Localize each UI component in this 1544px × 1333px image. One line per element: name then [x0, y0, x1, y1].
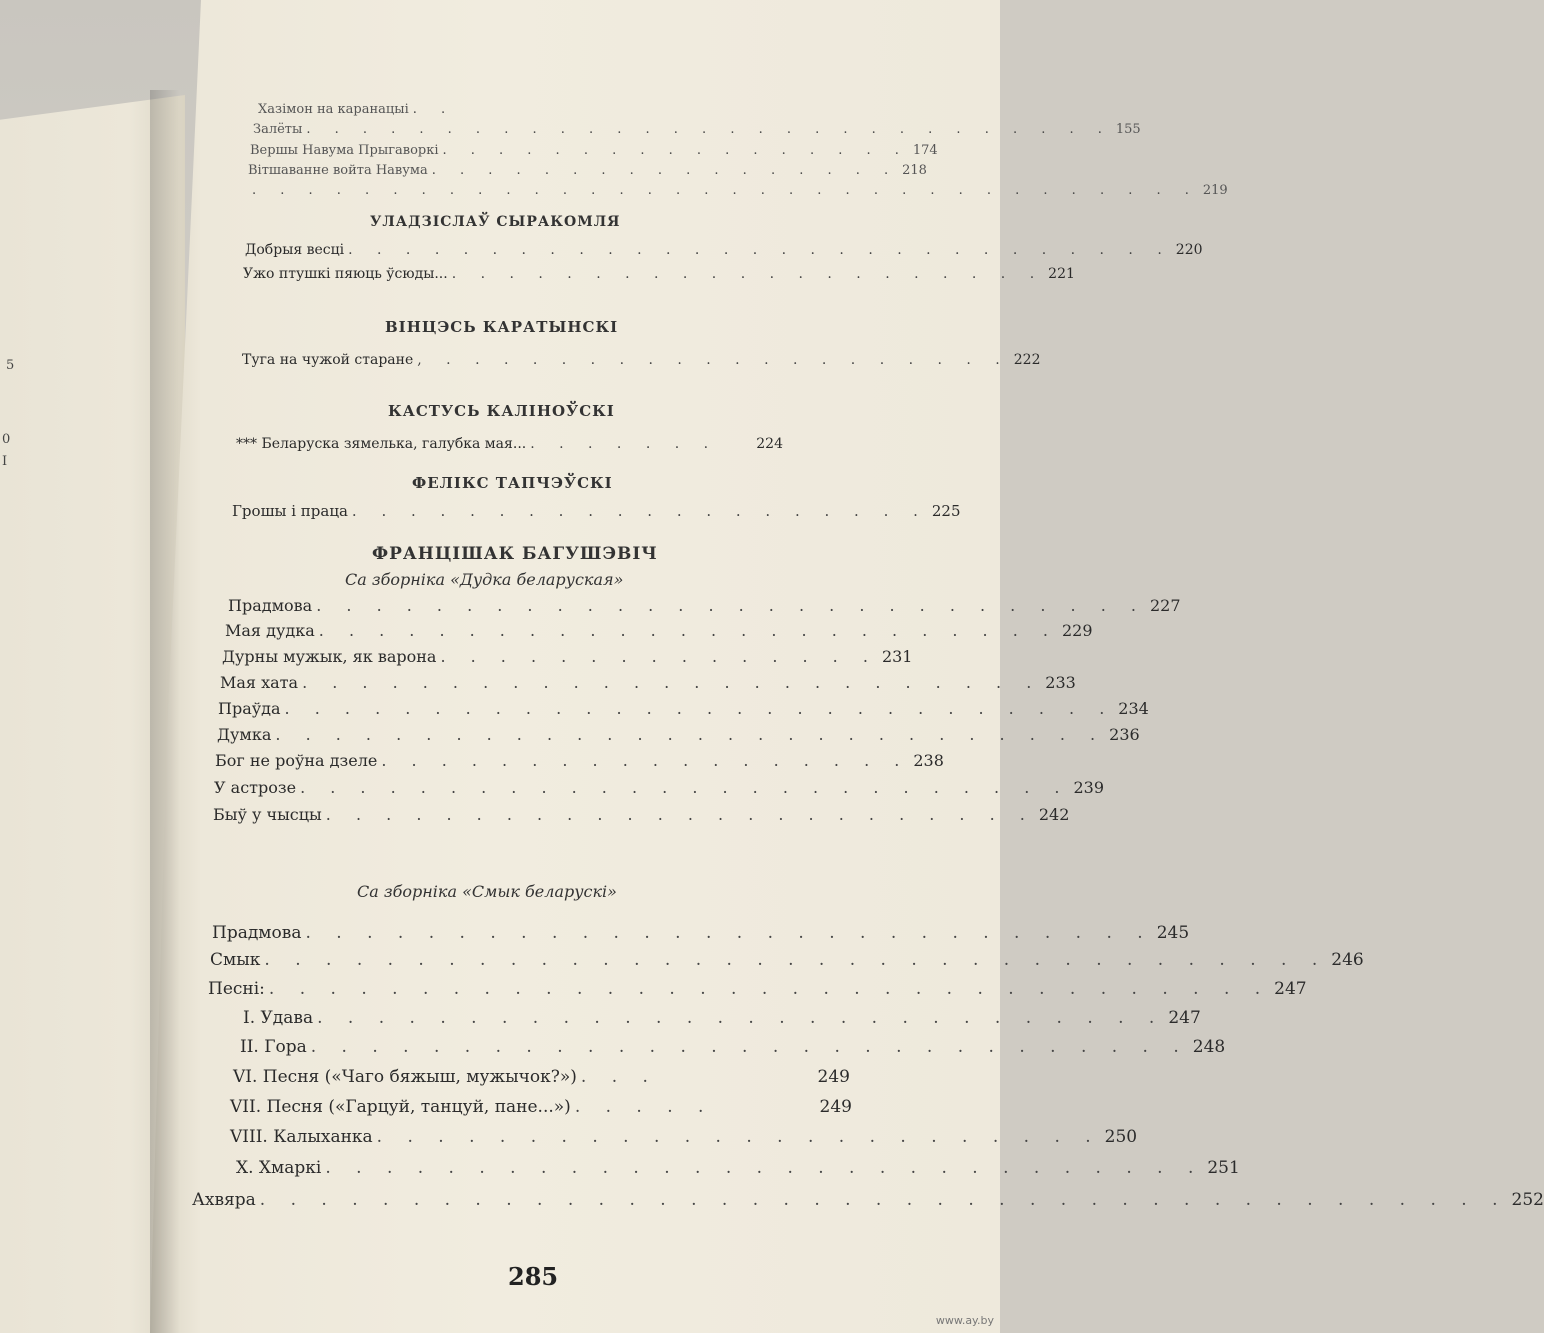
toc-entry — [258, 102, 758, 117]
toc-entry-title: Ужо птушкі пяюць ўсюды... — [243, 266, 448, 282]
toc-leader: . . . . . . . . . . . . . . . . . . . . . . . . . . — [300, 778, 1070, 797]
toc-entry — [233, 1067, 850, 1087]
toc-entry-page: 249 — [819, 1097, 852, 1117]
toc-entry-title: Смык — [210, 950, 261, 970]
toc-entry-title: Хазімон на каранацыі — [258, 102, 409, 117]
toc-leader: . . . . . . . . . . . . . . . . . . . . . . . . . — [302, 673, 1042, 692]
toc-leader: . . . . . . . . . . . . . . . . . . . . . . . . . . . . . . . . . . — [252, 183, 1199, 198]
toc-entry — [248, 163, 927, 178]
toc-leader: . . . . . . . . . . . . . . . — [440, 647, 878, 666]
toc-entry-page: 227 — [1149, 596, 1181, 615]
toc-leader: . . . . . . . . . . . . . . . . . . . . . . . . . . . . . . . . . . . — [264, 950, 1328, 970]
toc-entry — [213, 805, 1070, 824]
page-number: 285 — [508, 1262, 559, 1291]
toc-entry — [243, 266, 1075, 282]
toc-entry — [215, 751, 944, 770]
toc-entry-page: 242 — [1038, 805, 1070, 824]
toc-entry-page: 222 — [1013, 352, 1041, 368]
toc-entry-page: 221 — [1048, 266, 1075, 282]
left-page-mark: I — [2, 454, 8, 469]
author-heading: ФЕЛІКС ТАПЧЭЎСКІ — [412, 474, 613, 492]
toc-entry-page: 218 — [902, 163, 927, 178]
toc-entry-title: Праўда — [218, 699, 281, 718]
toc-entry-title: Добрыя весці — [245, 242, 345, 258]
toc-entry — [208, 979, 1307, 999]
toc-entry-page: 250 — [1104, 1127, 1138, 1147]
toc-entry-page: 234 — [1118, 699, 1149, 718]
toc-entry — [243, 1008, 1201, 1028]
toc-leader: . . . . . . . . . . . . . . . . . . . . . . . . . . . . . — [348, 242, 1172, 258]
toc-entry-page: 247 — [1168, 1008, 1201, 1028]
toc-entry-title: У астрозе — [214, 778, 297, 797]
toc-entry-page: 225 — [931, 502, 961, 520]
toc-entry-page: 220 — [1175, 242, 1203, 258]
toc-entry — [245, 242, 1203, 258]
toc-leader: . . . . . . . — [530, 436, 719, 452]
toc-entry — [240, 1037, 1226, 1057]
toc-entry-page: 219 — [1202, 183, 1228, 198]
toc-leader: . . . . . . . . . . . . . . . . . . . . . . . . . . . . . — [306, 122, 1112, 137]
collection-subheading: Са зборніка «Смык беларускі» — [357, 882, 617, 901]
toc-entry-title: Грошы і праца — [232, 502, 348, 520]
toc-entry-page: 239 — [1073, 778, 1105, 797]
toc-entry-title: Мая хата — [220, 673, 299, 692]
toc-leader: . . — [412, 102, 456, 117]
toc-entry-title: II. Гора — [240, 1037, 307, 1057]
toc-leader: . . . . . . . . . . . . . . . . . . . . . . . . . . . . . . . . . — [268, 979, 1271, 999]
toc-entry-title: *** Беларуска зямелька, галубка мая... — [236, 436, 527, 452]
toc-entry-title: Ахвяра — [192, 1190, 256, 1210]
toc-entry-page: 249 — [817, 1067, 850, 1087]
toc-entry-page: 247 — [1274, 979, 1307, 999]
toc-leader: . . . . . . . . . . . . . . . . . — [431, 163, 899, 178]
toc-entry-title: Прадмова — [212, 923, 302, 943]
toc-entry-page: 246 — [1331, 950, 1364, 970]
toc-entry — [225, 621, 1093, 640]
toc-leader: . . . . . . . . . . . . . . . . . — [442, 143, 909, 158]
toc-entry-title: X. Хмаркі — [236, 1158, 322, 1178]
toc-entry-page: 155 — [1115, 122, 1141, 137]
toc-entry — [236, 1158, 1240, 1178]
toc-entry — [217, 725, 1140, 744]
toc-entry-page: 233 — [1045, 673, 1076, 692]
toc-entry — [253, 122, 1141, 137]
toc-entry — [236, 436, 783, 452]
toc-entry — [230, 1097, 852, 1117]
author-heading: УЛАДЗІСЛАЎ СЫРАКОМЛЯ — [370, 214, 621, 230]
toc-leader: . . . — [580, 1067, 658, 1087]
toc-leader: . . . . . . . . . . . . . . . . . . . . — [351, 502, 928, 520]
toc-leader: . . . . . . . . . . . . . . . . . . . . . . . . — [376, 1127, 1101, 1147]
toc-leader: . . . . . . . . . . . . . . . . . . . . . . . . . . . . . — [310, 1037, 1189, 1057]
toc-entry — [214, 778, 1105, 797]
toc-entry — [248, 183, 1228, 198]
toc-entry-title: VIII. Калыханка — [230, 1127, 373, 1147]
collection-subheading: Са зборніка «Дудка беларуская» — [345, 570, 624, 589]
author-heading: ФРАНЦІШАК БАГУШЭВІЧ — [372, 544, 658, 564]
toc-entry — [222, 647, 913, 666]
toc-entry-title: Залёты — [253, 122, 303, 137]
toc-entry — [210, 950, 1364, 970]
toc-entry-page: 245 — [1156, 923, 1190, 943]
toc-entry — [230, 1127, 1138, 1147]
toc-entry-page: 238 — [913, 751, 944, 770]
toc-entry-title: Мая дудка — [225, 621, 315, 640]
toc-leader: . . . . . . . . . . . . . . . . . . . . . . . . . . . . — [275, 725, 1106, 744]
toc-entry-page: 251 — [1207, 1158, 1240, 1178]
toc-entry-title: VI. Песня («Чаго бяжыш, мужычок?») — [233, 1067, 577, 1087]
toc-leader: , . . . . . . . . . . . . . . . . . . . . — [417, 352, 1010, 368]
toc-leader: . . . . . . . . . . . . . . . . . . . . . . . . . — [318, 621, 1058, 640]
toc-entry-title: VII. Песня («Гарцуй, танцуй, пане...») — [230, 1097, 571, 1117]
toc-leader: . . . . . . . . . . . . . . . . . . . . . — [451, 266, 1045, 282]
author-heading: КАСТУСЬ КАЛІНОЎСКІ — [388, 402, 615, 420]
toc-entry — [192, 1190, 1544, 1210]
toc-entry-title: Бог не роўна дзеле — [215, 751, 378, 770]
toc-entry-page: 224 — [756, 436, 783, 452]
toc-entry — [232, 502, 961, 520]
toc-entry-page: 236 — [1109, 725, 1140, 744]
toc-entry-page: 248 — [1192, 1037, 1226, 1057]
toc-entry-title: Песні: — [208, 979, 265, 999]
toc-leader: . . . . . . . . . . . . . . . . . . . . . . . . . . . . — [284, 699, 1115, 718]
toc-entry-page: 229 — [1061, 621, 1093, 640]
toc-leader: . . . . . . . . . . . . . . . . . . . . . . . . . . . . . — [325, 1158, 1204, 1178]
toc-entry-title: I. Удава — [243, 1008, 314, 1028]
toc-entry — [242, 352, 1041, 368]
toc-entry — [250, 143, 938, 158]
toc-leader: . . . . . . . . . . . . . . . . . . — [381, 751, 910, 770]
toc-entry-title: Прадмова — [228, 596, 313, 615]
toc-leader: . . . . . . . . . . . . . . . . . . . . . . . . . . . . . . . . . . . . . . . . . — [259, 1190, 1508, 1210]
toc-entry — [218, 699, 1149, 718]
toc-leader: . . . . . . . . . . . . . . . . . . . . . . . . . . . . — [305, 923, 1153, 943]
toc-leader: . . . . . — [574, 1097, 714, 1117]
toc-leader: . . . . . . . . . . . . . . . . . . . . . . . . . . . . — [317, 1008, 1165, 1028]
toc-entry-title: Вітшаванне войта Навума — [248, 163, 428, 178]
author-heading: ВІНЦЭСЬ КАРАТЫНСКІ — [385, 318, 619, 336]
toc-leader: . . . . . . . . . . . . . . . . . . . . . . . . . . . . — [316, 596, 1146, 615]
toc-entry-title: Дурны мужык, як варона — [222, 647, 437, 666]
toc-entry-title: Думка — [217, 725, 272, 744]
toc-leader: . . . . . . . . . . . . . . . . . . . . . . . . — [325, 805, 1035, 824]
watermark: www.ay.by — [935, 1314, 994, 1327]
left-page-mark: 5 — [6, 358, 15, 373]
toc-entry-title: Туга на чужой старане — [242, 352, 414, 368]
toc-entry-page: 252 — [1511, 1190, 1544, 1210]
toc-entry-page: 174 — [912, 143, 938, 158]
left-page-mark: 0 — [2, 432, 11, 447]
toc-entry — [212, 923, 1190, 943]
toc-entry — [220, 673, 1076, 692]
toc-entry — [228, 596, 1181, 615]
toc-entry-title: Вершы Навума Прыгаворкі — [250, 143, 439, 158]
toc-entry-page: 231 — [881, 647, 913, 666]
toc-entry-title: Быў у чысцы — [213, 805, 322, 824]
